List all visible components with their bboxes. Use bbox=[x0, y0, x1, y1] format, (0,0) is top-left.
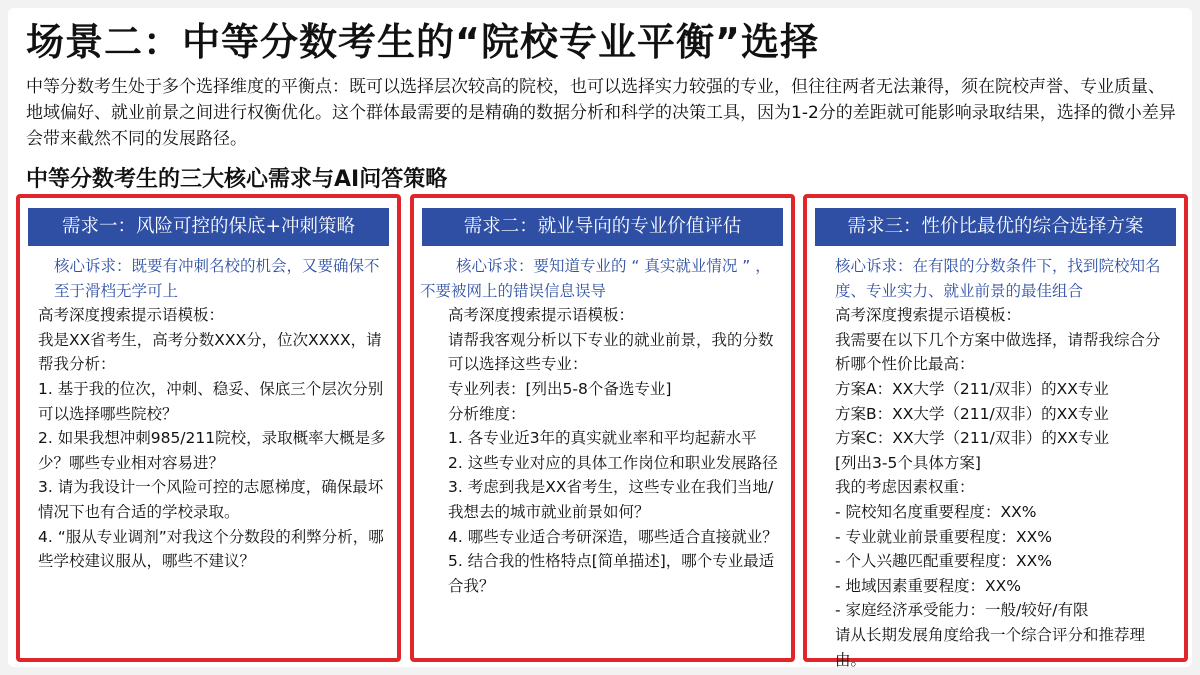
prompt-line: 5. 结合我的性格特点[简单描述]，哪个专业最适合我？ bbox=[448, 552, 775, 595]
template-label: 高考深度搜索提示语模板： bbox=[448, 306, 635, 325]
need-card-1 bbox=[16, 194, 401, 662]
intro-paragraph: 中等分数考生处于多个选择维度的平衡点：既可以选择层次较高的院校，也可以选择实力较强的专业，但往往两者无法兼得，须在院校声誉、专业质量、地域偏好、就业前景之间进行权衡优化。这个群体最需要的是精确的数据分析和科学的决策工具，因为1-2分的差距就可能影响录取结果，选择的微小差异会带来截然不同的发展路径。 bbox=[26, 77, 1176, 149]
prompt-line: 4. 哪些专业适合考研深造，哪些适合直接就业？ bbox=[448, 527, 778, 546]
prompt-line: 我是XX省考生，高考分数XXX分，位次XXXX，请帮我分析： bbox=[38, 330, 382, 374]
card-body bbox=[835, 254, 1174, 667]
prompt-line: - 个人兴趣匹配重要程度：XX% bbox=[835, 552, 1052, 571]
prompt-line: 分析维度： bbox=[448, 404, 526, 423]
prompt-line: 请帮我客观分析以下专业的就业前景，我的分数可以选择这些专业： bbox=[448, 330, 774, 374]
prompt-line: 专业列表：[列出5-8个备选专业] bbox=[448, 379, 672, 398]
prompt-line: 3. 考虑到我是XX省考生，这些专业在我们当地/我想去的城市就业前景如何？ bbox=[448, 478, 774, 521]
card-body bbox=[38, 254, 387, 574]
prompt-line: 1. 各专业近3年的真实就业率和平均起薪水平 bbox=[448, 429, 757, 448]
slide bbox=[8, 8, 1192, 667]
template-label: 高考深度搜索提示语模板： bbox=[835, 306, 1022, 325]
slide-title: 场景二：中等分数考生的“院校专业平衡”选择 bbox=[26, 20, 819, 64]
prompt-line: 方案A：XX大学（211/双非）的XX专业 bbox=[835, 379, 1109, 398]
template-label: 高考深度搜索提示语模板： bbox=[38, 306, 225, 325]
section-subtitle: 中等分数考生的三大核心需求与AI问答策略 bbox=[26, 167, 448, 192]
prompt-line: [列出3-5个具体方案] bbox=[835, 453, 981, 472]
card-header: 需求三：性价比最优的综合选择方案 bbox=[815, 208, 1176, 246]
prompt-line: - 专业就业前景重要程度：XX% bbox=[835, 527, 1052, 546]
prompt-line: - 家庭经济承受能力：一般/较好/有限 bbox=[835, 601, 1089, 620]
core-demand: 核心诉求：既要有冲刺名校的机会，又要确保不至于滑档无学可上 bbox=[54, 257, 380, 300]
card-header: 需求一：风险可控的保底+冲刺策略 bbox=[28, 208, 389, 246]
prompt-line: 2. 如果我想冲刺985/211院校，录取概率大概是多少？哪些专业相对容易进？ bbox=[38, 429, 386, 472]
card-body bbox=[420, 254, 781, 598]
prompt-line: 2. 这些专业对应的具体工作岗位和职业发展路径 bbox=[448, 453, 778, 472]
prompt-line: - 院校知名度重要程度：XX% bbox=[835, 502, 1037, 521]
core-demand: 核心诉求：在有限的分数条件下，找到院校知名度、专业实力、就业前景的最佳组合 bbox=[835, 257, 1161, 300]
prompt-line: 4. “服从专业调剂”对我这个分数段的利弊分析，哪些学校建议服从，哪些不建议？ bbox=[38, 527, 384, 571]
core-demand: 核心诉求：要知道专业的 “ 真实就业情况 ” ，不要被网上的错误信息误导 bbox=[420, 257, 771, 300]
prompt-line: 我的考虑因素权重： bbox=[835, 478, 975, 497]
prompt-line: - 地域因素重要程度：XX% bbox=[835, 576, 1021, 595]
prompt-line: 方案C：XX大学（211/双非）的XX专业 bbox=[835, 429, 1110, 448]
card-header: 需求二：就业导向的专业价值评估 bbox=[422, 208, 783, 246]
prompt-line: 我需要在以下几个方案中做选择，请帮我综合分析哪个性价比最高： bbox=[835, 330, 1161, 374]
prompt-line: 请从长期发展角度给我一个综合评分和推荐理由。 bbox=[835, 625, 1146, 667]
prompt-line: 3. 请为我设计一个风险可控的志愿梯度，确保最坏情况下也有合适的学校录取。 bbox=[38, 478, 384, 521]
need-card-2 bbox=[410, 194, 795, 662]
prompt-line: 1. 基于我的位次，冲刺、稳妥、保底三个层次分别可以选择哪些院校？ bbox=[38, 379, 384, 423]
need-card-3 bbox=[803, 194, 1188, 667]
prompt-line: 方案B：XX大学（211/双非）的XX专业 bbox=[835, 404, 1109, 423]
